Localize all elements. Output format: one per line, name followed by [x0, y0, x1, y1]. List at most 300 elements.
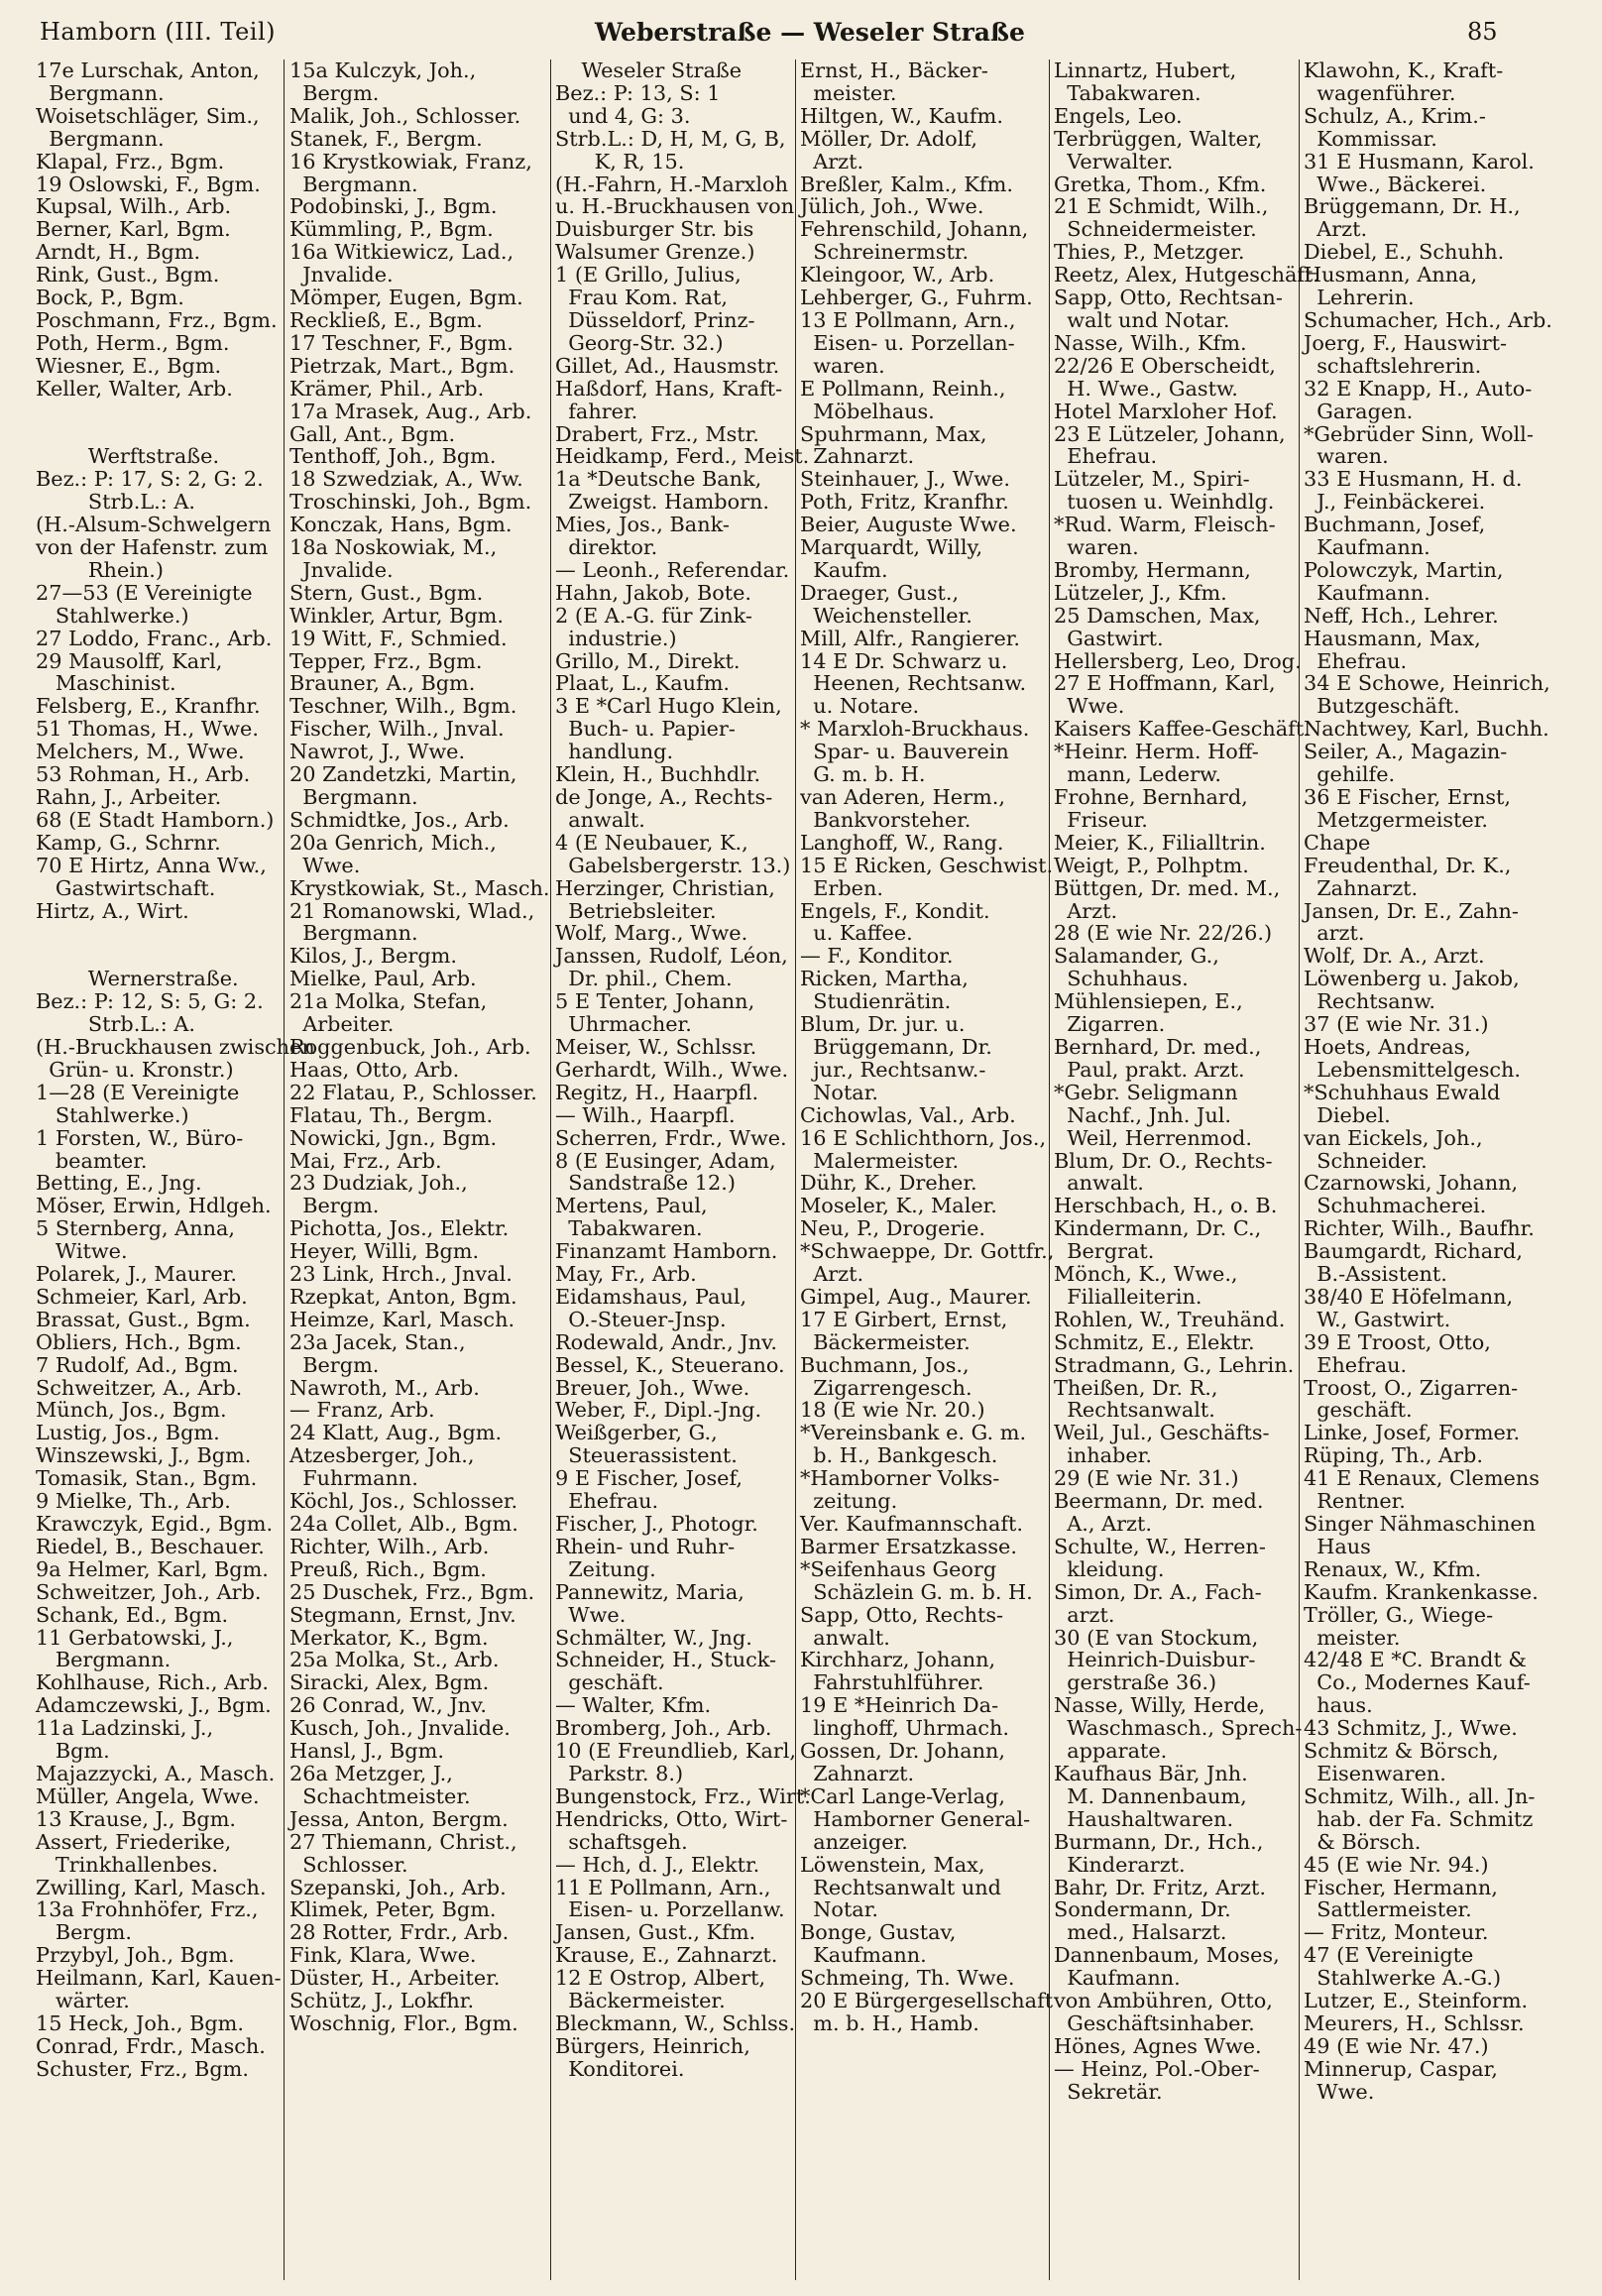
- directory-entry-line: (H.-Fahrn, H.-Marxloh: [555, 172, 788, 196]
- directory-entry-line: Sapp, Otto, Rechts-: [800, 1602, 1004, 1627]
- directory-entry-line: Heidkamp, Ferd., Meist.: [555, 444, 810, 469]
- directory-entry-line: Steuerassistent.: [555, 1443, 738, 1468]
- directory-entry-line: 25a Molka, St., Arb.: [289, 1648, 500, 1672]
- directory-entry-line: Zahnarzt.: [800, 1761, 915, 1785]
- directory-entry-line: Ehefrau.: [1304, 648, 1408, 673]
- directory-entry-line: 51 Thomas, H., Wwe.: [36, 717, 259, 742]
- directory-entry-line: Metzgermeister.: [1304, 807, 1488, 832]
- directory-entry-line: Weber, F., Dipl.-Jng.: [555, 1398, 762, 1423]
- directory-entry-line: anwalt.: [800, 1625, 890, 1650]
- directory-entry-line: Grillo, M., Direkt.: [555, 648, 741, 673]
- directory-entry-line: 18 (E wie Nr. 20.): [800, 1398, 985, 1423]
- directory-entry-line: Bessel, K., Steuerano.: [555, 1352, 785, 1377]
- column-rule: [1299, 59, 1300, 2280]
- directory-entry-line: 17e Lurschak, Anton,: [36, 58, 260, 82]
- directory-entry-line: anzeiger.: [800, 1829, 908, 1854]
- directory-entry-line: 27 E Hoffmann, Karl,: [1054, 671, 1276, 696]
- directory-column-5: [1054, 58, 1320, 2280]
- directory-entry-line: 27 Thiemann, Christ.,: [289, 1829, 517, 1854]
- directory-entry-line: Rentner.: [1304, 1489, 1406, 1514]
- directory-entry-line: Betriebsleiter.: [555, 898, 717, 923]
- directory-entry-line: Engels, F., Kondit.: [800, 898, 990, 923]
- directory-entry-line: Schmitz, E., Elektr.: [1054, 1329, 1255, 1354]
- directory-entry-line: apparate.: [1054, 1739, 1168, 1764]
- directory-entry-line: Stern, Gust., Bgm.: [289, 580, 484, 605]
- directory-entry-line: Schmitz, Wilh., all. Jn-: [1304, 1783, 1536, 1808]
- directory-entry-line: Fink, Klara, Wwe.: [289, 1943, 477, 1968]
- directory-entry-line: fahrer.: [555, 399, 638, 423]
- directory-entry-line: 3 E *Carl Hugo Klein,: [555, 694, 782, 719]
- directory-entry-line: Woisetschläger, Sim.,: [36, 103, 260, 128]
- directory-entry-line: 20a Genrich, Mich.,: [289, 830, 497, 855]
- directory-entry-line: Sandstraße 12.): [555, 1171, 736, 1196]
- directory-entry-line: Preuß, Rich., Bgm.: [289, 1556, 487, 1581]
- directory-entry-line: industrie.): [555, 626, 677, 650]
- directory-entry-line: Garagen.: [1304, 399, 1414, 423]
- directory-entry-line: Witwe.: [36, 1239, 128, 1264]
- directory-entry-line: Kaufm.: [800, 557, 888, 582]
- directory-entry-line: Nachtwey, Karl, Buchh.: [1304, 717, 1549, 742]
- directory-entry-line: Wiesner, E., Bgm.: [36, 353, 222, 378]
- directory-entry-line: Bergmann.: [36, 1648, 172, 1672]
- directory-entry-line: meister.: [800, 80, 897, 105]
- directory-entry-line: & Börsch.: [1304, 1829, 1422, 1854]
- directory-entry-line: Zeitung.: [555, 1556, 656, 1581]
- directory-entry-line: Bonge, Gustav,: [800, 1920, 957, 1945]
- directory-entry-line: 8 (E Eusinger, Adam,: [555, 1148, 776, 1173]
- directory-entry-line: Hotel Marxloher Hof.: [1054, 399, 1278, 423]
- directory-entry-line: Möller, Dr. Adolf,: [800, 126, 977, 151]
- directory-entry-line: Tröller, G., Wiege-: [1304, 1602, 1494, 1627]
- directory-entry-line: 1—28 (E Vereinigte: [36, 1080, 240, 1104]
- directory-entry-line: Rink, Gust., Bgm.: [36, 263, 220, 287]
- directory-entry-line: Tabakwaren.: [1054, 80, 1202, 105]
- directory-entry-line: Troschinski, Joh., Bgm.: [289, 490, 532, 515]
- directory-entry-line: Majazzycki, A., Masch.: [36, 1761, 276, 1785]
- directory-entry-line: Melchers, M., Wwe.: [36, 740, 245, 764]
- directory-entry-line: Schuster, Frz., Bgm.: [36, 2056, 249, 2081]
- directory-entry-line: G. m. b. H.: [800, 762, 926, 787]
- directory-entry-line: arzt.: [1054, 1602, 1115, 1627]
- directory-entry-line: 10 (E Freundlieb, Karl,: [555, 1739, 797, 1764]
- directory-entry-line: Sapp, Otto, Rechtsan-: [1054, 286, 1283, 310]
- directory-entry-line: Schuhmacherei.: [1304, 1194, 1487, 1218]
- directory-entry-line: 36 E Fischer, Ernst,: [1304, 785, 1512, 809]
- directory-entry-line: Blum, Dr. O., Rechts-: [1054, 1148, 1273, 1173]
- directory-entry-line: 29 Mausolff, Karl,: [36, 648, 223, 673]
- directory-entry-line: Buch- u. Papier-: [555, 717, 736, 742]
- directory-entry-line: u. H.-Bruckhausen von: [555, 194, 795, 219]
- directory-entry-line: kleidung.: [1054, 1556, 1165, 1581]
- directory-entry-line: Neu, P., Drogerie.: [800, 1216, 985, 1241]
- directory-entry-line: Rohlen, W., Treuhänd.: [1054, 1307, 1286, 1331]
- directory-entry-line: 18 Szwedziak, A., Ww.: [289, 467, 523, 492]
- directory-entry-line: Arzt.: [1054, 898, 1118, 923]
- directory-entry-line: Kirchharz, Johann,: [800, 1648, 996, 1672]
- directory-entry-line: 23 Link, Hrch., Jnval.: [289, 1262, 513, 1287]
- directory-entry-line: Hamborner General-: [800, 1806, 1031, 1831]
- directory-entry-line: 13a Frohnhöfer, Frz.,: [36, 1897, 259, 1922]
- directory-entry-line: Weseler Straße: [555, 58, 743, 82]
- directory-entry-line: 23a Jacek, Stan.,: [289, 1329, 466, 1354]
- directory-entry-line: M. Dannenbaum,: [1054, 1783, 1247, 1808]
- directory-entry-line: 34 E Schowe, Heinrich,: [1304, 671, 1550, 696]
- directory-entry-line: Möser, Erwin, Hdlgeh.: [36, 1194, 272, 1218]
- directory-entry-line: Bahr, Dr. Fritz, Arzt.: [1054, 1875, 1266, 1899]
- directory-entry-line: 7 Rudolf, Ad., Bgm.: [36, 1352, 239, 1377]
- directory-entry-line: Nawrot, J., Wwe.: [289, 740, 466, 764]
- directory-entry-line: Sekretär.: [1054, 2079, 1163, 2104]
- directory-entry-line: Ricken, Martha,: [800, 967, 969, 991]
- directory-entry-line: Strb.L.: D, H, M, G, B,: [555, 126, 786, 151]
- directory-entry-line: Richter, Wilh., Arb.: [289, 1534, 490, 1558]
- directory-entry-line: beamter.: [36, 1148, 148, 1173]
- directory-entry-line: Mai, Frz., Arb.: [289, 1148, 442, 1173]
- directory-entry-line: Parkstr. 8.): [555, 1761, 684, 1785]
- directory-entry-line: Pannewitz, Maria,: [555, 1579, 744, 1604]
- directory-entry-line: Simon, Dr. A., Fach-: [1054, 1579, 1262, 1604]
- column-rule: [795, 59, 796, 2280]
- directory-entry-line: Schuhhaus.: [1054, 967, 1189, 991]
- directory-column-6: [1304, 59, 1571, 2280]
- directory-entry-line: 33 E Husmann, H. d.: [1304, 467, 1523, 492]
- directory-entry-line: handlung.: [555, 740, 674, 764]
- directory-entry-line: 43 Schmitz, J., Wwe.: [1304, 1716, 1518, 1741]
- directory-entry-line: gehilfe.: [1304, 762, 1396, 787]
- directory-entry-line: Bergmann.: [36, 80, 165, 105]
- directory-entry-line: Renaux, W., Kfm.: [1304, 1556, 1482, 1581]
- directory-entry-line: Troost, O., Zigarren-: [1304, 1375, 1519, 1400]
- directory-entry-line: Stradmann, G., Lehrin.: [1054, 1352, 1295, 1377]
- directory-entry-line: — Wilh., Haarpfl.: [555, 1102, 736, 1127]
- directory-entry-line: Jansen, Gust., Kfm.: [555, 1920, 756, 1945]
- directory-entry-line: haus.: [1304, 1693, 1373, 1718]
- directory-entry-line: J., Feinbäckerei.: [1304, 490, 1486, 515]
- directory-entry-line: Linnartz, Hubert,: [1054, 58, 1237, 82]
- directory-entry-line: Schneider, H., Stuck-: [555, 1648, 777, 1672]
- directory-entry-line: Beier, Auguste Wwe.: [800, 513, 1017, 537]
- directory-column-2: [289, 58, 550, 2280]
- directory-entry-line: Mielke, Paul, Arb.: [289, 967, 477, 991]
- directory-entry-line: Möbelhaus.: [800, 399, 935, 423]
- directory-entry-line: 31 E Husmann, Karol.: [1304, 149, 1535, 173]
- directory-entry-line: Buchmann, Jos.,: [800, 1352, 970, 1377]
- directory-entry-line: 28 (E wie Nr. 22/26.): [1054, 921, 1273, 946]
- page-number: 85: [1467, 18, 1498, 46]
- directory-entry-line: 17a Mrasek, Aug., Arb.: [289, 399, 532, 423]
- directory-entry-line: Kommissar.: [1304, 126, 1437, 151]
- directory-entry-line: Beermann, Dr. med.: [1054, 1489, 1264, 1514]
- directory-entry-line: 27 Loddo, Franc., Arb.: [36, 626, 273, 650]
- directory-entry-line: Mies, Jos., Bank-: [555, 513, 730, 537]
- directory-entry-line: Mömper, Eugen, Bgm.: [289, 286, 523, 310]
- directory-entry-line: 19 Oslowski, F., Bgm.: [36, 172, 261, 196]
- directory-entry-line: Münch, Jos., Bgm.: [36, 1398, 227, 1423]
- directory-entry-line: *Gebrüder Sinn, Woll-: [1304, 421, 1534, 446]
- directory-entry-line: 23 E Lützeler, Johann,: [1054, 421, 1286, 446]
- directory-entry-line: 9 Mielke, Th., Arb.: [36, 1489, 231, 1514]
- directory-entry-line: waren.: [1054, 535, 1139, 560]
- directory-entry-line: Lützeler, M., Spiri-: [1054, 467, 1250, 492]
- directory-entry-line: * Marxloh-Bruckhaus.: [800, 717, 1030, 742]
- directory-entry-line: arzt.: [1304, 921, 1365, 946]
- directory-entry-line: Rüping, Th., Arb.: [1304, 1443, 1483, 1468]
- directory-entry-line: Rodewald, Andr., Jnv.: [555, 1329, 778, 1354]
- directory-entry-line: Strb.L.: A.: [36, 490, 196, 515]
- directory-entry-line: Jnvalide.: [289, 557, 394, 582]
- directory-entry-line: Teschner, Wilh., Bgm.: [289, 694, 517, 719]
- directory-entry-line: Linke, Josef, Former.: [1304, 1421, 1521, 1445]
- directory-entry-line: wagenführer.: [1304, 80, 1456, 105]
- directory-entry-line: — Fritz, Monteur.: [1304, 1920, 1489, 1945]
- directory-entry-line: Nasse, Willy, Herde,: [1054, 1693, 1266, 1718]
- directory-entry-line: Frau Kom. Rat,: [555, 286, 728, 310]
- directory-entry-line: B.-Assistent.: [1304, 1262, 1447, 1287]
- directory-entry-line: Lützeler, J., Kfm.: [1054, 580, 1227, 605]
- directory-entry-line: 11 Gerbatowski, J.,: [36, 1625, 234, 1650]
- directory-entry-line: Gillet, Ad., Hausmstr.: [555, 353, 780, 378]
- directory-entry-line: Rechtsanwalt.: [1054, 1398, 1215, 1423]
- directory-entry-line: 4 (E Neubauer, K.,: [555, 830, 748, 855]
- directory-entry-line: Arndt, H., Bgm.: [36, 240, 201, 265]
- directory-entry-line: Konditorei.: [555, 2056, 685, 2081]
- directory-entry-line: Podobinski, J., Bgm.: [289, 194, 498, 219]
- directory-entry-line: Meiser, W., Schlssr.: [555, 1034, 757, 1059]
- directory-entry-line: Lehberger, G., Fuhrm.: [800, 286, 1033, 310]
- directory-entry-line: Assert, Friederike,: [36, 1829, 232, 1854]
- directory-entry-line: Eisen- u. Porzellanw.: [555, 1897, 785, 1922]
- directory-entry-line: Schreinermstr.: [800, 240, 970, 265]
- directory-entry-line: Köchl, Jos., Schlosser.: [289, 1489, 518, 1514]
- directory-entry-line: (H.-Alsum-Schwelgern: [36, 513, 272, 537]
- directory-entry-line: Spar- u. Bauverein: [800, 740, 1009, 764]
- directory-entry-line: Schweitzer, Joh., Arb.: [36, 1579, 262, 1604]
- directory-entry-line: Heinrich-Duisbur-: [1054, 1648, 1256, 1672]
- directory-entry-line: Poschmann, Frz., Bgm.: [36, 307, 278, 332]
- directory-entry-line: Szepanski, Joh., Arb.: [289, 1875, 507, 1899]
- directory-entry-line: waren.: [800, 353, 885, 378]
- directory-entry-line: Kaufmann.: [1054, 1966, 1181, 1991]
- directory-entry-line: *Gebr. Seligmann: [1054, 1080, 1238, 1104]
- directory-entry-line: 45 (E wie Nr. 94.): [1304, 1852, 1489, 1877]
- directory-entry-line: Meier, K., Filialltrin.: [1054, 830, 1266, 855]
- directory-entry-line: — Leonh., Referendar.: [555, 557, 790, 582]
- directory-entry-line: Plaat, L., Kaufm.: [555, 671, 731, 696]
- directory-entry-line: *Rud. Warm, Fleisch-: [1054, 513, 1276, 537]
- directory-entry-line: Salamander, G.,: [1054, 944, 1219, 969]
- directory-entry-line: Brassat, Gust., Bgm.: [36, 1307, 251, 1331]
- directory-entry-line: Pietrzak, Mart., Bgm.: [289, 353, 515, 378]
- directory-entry-line: Richter, Wilh., Baufhr.: [1304, 1216, 1535, 1241]
- directory-entry-line: Joerg, F., Hauswirt-: [1304, 330, 1508, 355]
- directory-entry-line: May, Fr., Arb.: [555, 1262, 697, 1287]
- directory-entry-line: 22 Flatau, P., Schlosser.: [289, 1080, 537, 1104]
- directory-entry-line: Breuer, Joh., Wwe.: [555, 1375, 750, 1400]
- directory-entry-line: 17 Teschner, F., Bgm.: [289, 330, 514, 355]
- directory-entry-line: 17 E Girbert, Ernst,: [800, 1307, 1008, 1331]
- directory-entry-line: Hoets, Andreas,: [1304, 1034, 1471, 1059]
- running-head-streets: Weberstraße — Weseler Straße: [595, 18, 1025, 47]
- directory-entry-line: Hönes, Agnes Wwe.: [1054, 2033, 1262, 2058]
- directory-entry-line: Keller, Walter, Arb.: [36, 376, 233, 401]
- directory-entry-line: 20 E Bürgergesellschaft: [800, 1989, 1054, 2013]
- directory-entry-line: Schütz, J., Lokfhr.: [289, 1989, 475, 2013]
- directory-entry-line: Kupsal, Wilh., Arb.: [36, 194, 232, 219]
- directory-entry-line: Verwalter.: [1054, 149, 1174, 173]
- directory-entry-line: H. Wwe., Gastw.: [1054, 376, 1238, 401]
- directory-entry-line: Terbrüggen, Walter,: [1054, 126, 1263, 151]
- directory-entry-line: Conrad, Frdr., Masch.: [36, 2033, 266, 2058]
- directory-entry-line: Wwe.: [555, 1602, 627, 1627]
- directory-entry-line: Pichotta, Jos., Elektr.: [289, 1216, 510, 1241]
- directory-entry-line: Wolf, Marg., Wwe.: [555, 921, 748, 946]
- directory-entry-line: — Franz, Arb.: [289, 1398, 435, 1423]
- directory-entry-line: Dr. phil., Chem.: [555, 967, 733, 991]
- directory-entry-line: Bgm.: [36, 1739, 110, 1764]
- directory-entry-line: 20 Zandetzki, Martin,: [289, 762, 517, 787]
- directory-entry-line: Studienrätin.: [800, 989, 952, 1014]
- directory-entry-line: Klapal, Frz., Bgm.: [36, 149, 225, 173]
- directory-entry-line: Kaufhaus Bär, Jnh.: [1054, 1761, 1248, 1785]
- directory-entry-line: Heyer, Willi, Bgm.: [289, 1239, 480, 1264]
- directory-column-4: [800, 58, 1055, 2280]
- directory-entry-line: Jessa, Anton, Bergm.: [289, 1806, 509, 1831]
- directory-entry-line: Finanzamt Hamborn.: [555, 1239, 778, 1264]
- directory-entry-line: Arzt.: [800, 1262, 864, 1287]
- directory-entry-line: Stanek, F., Bergm.: [289, 126, 483, 151]
- directory-entry-line: Mühlensiepen, E.,: [1054, 989, 1243, 1014]
- directory-entry-line: walt und Notar.: [1054, 307, 1230, 332]
- directory-entry-line: wärter.: [36, 1989, 130, 2013]
- directory-entry-line: 9 E Fischer, Josef,: [555, 1466, 744, 1491]
- directory-entry-line: Gerhardt, Wilh., Wwe.: [555, 1057, 789, 1082]
- directory-entry-line: 2 (E A.-G. für Zink-: [555, 603, 752, 628]
- directory-entry-line: Kohlhause, Rich., Arb.: [36, 1670, 270, 1695]
- directory-entry-line: K, R, 15.: [555, 149, 685, 173]
- directory-entry-line: 23 Dudziak, Joh.,: [289, 1171, 468, 1196]
- directory-entry-line: Strb.L.: A.: [36, 1012, 196, 1037]
- directory-entry-line: Fischer, Hermann,: [1304, 1875, 1498, 1899]
- directory-entry-line: Hiltgen, W., Kaufm.: [800, 103, 1003, 128]
- directory-entry-line: Filialleiterin.: [1054, 1284, 1202, 1309]
- directory-entry-line: — Walter, Kfm.: [555, 1693, 712, 1718]
- directory-entry-line: Notar.: [800, 1897, 878, 1922]
- directory-entry-line: E Pollmann, Reinh.,: [800, 376, 1006, 401]
- directory-entry-line: Maschinist.: [36, 671, 176, 696]
- directory-entry-line: Heimze, Karl, Masch.: [289, 1307, 515, 1331]
- directory-entry-line: [36, 945, 280, 968]
- directory-entry-line: Wwe., Bäckerei.: [1304, 172, 1487, 196]
- directory-entry-line: 49 (E wie Nr. 47.): [1304, 2033, 1489, 2058]
- page-header: [0, 0, 1602, 50]
- directory-entry-line: Schmeier, Karl, Arb.: [36, 1284, 248, 1309]
- directory-entry-line: Hirtz, A., Wirt.: [36, 898, 189, 923]
- directory-entry-line: schaftsgeh.: [555, 1829, 688, 1854]
- directory-entry-line: anwalt.: [1054, 1171, 1144, 1196]
- directory-entry-line: von der Hafenstr. zum: [36, 535, 269, 560]
- directory-entry-line: Bergmann.: [289, 172, 418, 196]
- directory-entry-line: Jansen, Dr. E., Zahn-: [1304, 898, 1519, 923]
- directory-entry-line: Bez.: P: 17, S: 2, G: 2.: [36, 467, 264, 492]
- directory-entry-line: Baumgardt, Richard,: [1304, 1239, 1523, 1264]
- directory-entry-line: *Hamborner Volks-: [800, 1466, 1000, 1491]
- directory-entry-line: Przybyl, Joh., Bgm.: [36, 1943, 235, 1968]
- directory-entry-line: Schweitzer, A., Arb.: [36, 1375, 243, 1400]
- directory-entry-line: Brauner, A., Bgm.: [289, 671, 476, 696]
- directory-entry-line: 27—53 (E Vereinigte: [36, 580, 253, 605]
- directory-entry-line: Siracki, Alex, Bgm.: [289, 1670, 490, 1695]
- directory-entry-line: Dannenbaum, Moses,: [1054, 1943, 1280, 1968]
- directory-entry-line: Bergrat.: [1054, 1239, 1155, 1264]
- directory-entry-line: [36, 401, 280, 423]
- directory-entry-line: Schank, Ed., Bgm.: [36, 1602, 229, 1627]
- directory-entry-line: Tomasik, Stan., Bgm.: [36, 1466, 258, 1491]
- directory-entry-line: Schulz, A., Krim.-: [1304, 103, 1486, 128]
- directory-entry-line: und 4, G: 3.: [555, 103, 691, 128]
- directory-entry-line: schaftslehrerin.: [1304, 353, 1482, 378]
- directory-entry-line: Ehefrau.: [1304, 1352, 1408, 1377]
- directory-entry-line: Berner, Karl, Bgm.: [36, 217, 231, 242]
- directory-entry-line: Blum, Dr. jur. u.: [800, 1012, 966, 1037]
- directory-entry-line: Stahlwerke A.-G.): [1304, 1966, 1502, 1991]
- directory-entry-line: Stahlwerke.): [36, 603, 189, 628]
- directory-entry-line: Chape: [1304, 830, 1371, 855]
- directory-entry-line: Lustig, Jos., Bgm.: [36, 1421, 220, 1445]
- directory-entry-line: Bock, P., Bgm.: [36, 286, 184, 310]
- directory-entry-line: [36, 922, 280, 945]
- directory-entry-line: Kaufmann.: [1304, 580, 1430, 605]
- directory-entry-line: Fahrstuhlführer.: [800, 1670, 984, 1695]
- directory-entry-line: Jnvalide.: [289, 263, 394, 287]
- directory-entry-line: Weigt, P., Polhptm.: [1054, 853, 1249, 877]
- directory-entry-line: hab. der Fa. Schmitz: [1304, 1806, 1534, 1831]
- directory-entry-line: Ernst, H., Bäcker-: [800, 58, 988, 82]
- directory-entry-line: Gastwirt.: [1054, 626, 1164, 650]
- directory-entry-line: Nachf., Jnh. Jul.: [1054, 1102, 1231, 1127]
- directory-entry-line: Notar.: [800, 1080, 878, 1104]
- column-rule: [1049, 59, 1050, 2280]
- directory-entry-line: Husmann, Anna,: [1304, 263, 1478, 287]
- directory-entry-line: 38/40 E Höfelmann,: [1304, 1284, 1514, 1309]
- directory-entry-line: Grün- u. Kronstr.): [36, 1057, 234, 1082]
- column-rule: [550, 59, 551, 2280]
- directory-entry-line: Cichowlas, Val., Arb.: [800, 1102, 1016, 1127]
- directory-entry-line: Regitz, H., Haarpfl.: [555, 1080, 759, 1104]
- directory-entry-line: Arzt.: [1304, 217, 1368, 242]
- directory-entry-line: 18a Noskowiak, M.,: [289, 535, 498, 560]
- directory-entry-line: Kamp, G., Schrnr.: [36, 830, 221, 855]
- directory-entry-line: Wwe.: [1054, 694, 1125, 719]
- directory-entry-line: geschäft.: [1304, 1398, 1413, 1423]
- directory-entry-line: Uhrmacher.: [555, 1012, 692, 1037]
- directory-entry-line: Hansl, J., Bgm.: [289, 1739, 444, 1764]
- directory-entry-line: Bergm.: [289, 1352, 380, 1377]
- directory-entry-line: 42/48 E *C. Brandt &: [1304, 1648, 1527, 1672]
- directory-entry-line: m. b. H., Hamb.: [800, 2010, 979, 2035]
- directory-entry-line: Kaufmann.: [800, 1943, 927, 1968]
- directory-entry-line: 1 (E Grillo, Julius,: [555, 263, 742, 287]
- directory-entry-line: van Aderen, Herm.,: [800, 785, 1005, 809]
- directory-entry-line: Bleckmann, W., Schlss.: [555, 2010, 796, 2035]
- directory-entry-line: Walsumer Grenze.): [555, 240, 755, 265]
- directory-entry-line: Atzesberger, Joh.,: [289, 1443, 475, 1468]
- directory-entry-line: Merkator, K., Bgm.: [289, 1625, 489, 1650]
- directory-entry-line: med., Halsarzt.: [1054, 1920, 1227, 1945]
- directory-entry-line: Georg-Str. 32.): [555, 330, 724, 355]
- directory-entry-line: Freudenthal, Dr. K.,: [1304, 853, 1512, 877]
- directory-entry-line: Schlosser.: [289, 1852, 408, 1877]
- directory-entry-line: Gretka, Thom., Kfm.: [1054, 172, 1267, 196]
